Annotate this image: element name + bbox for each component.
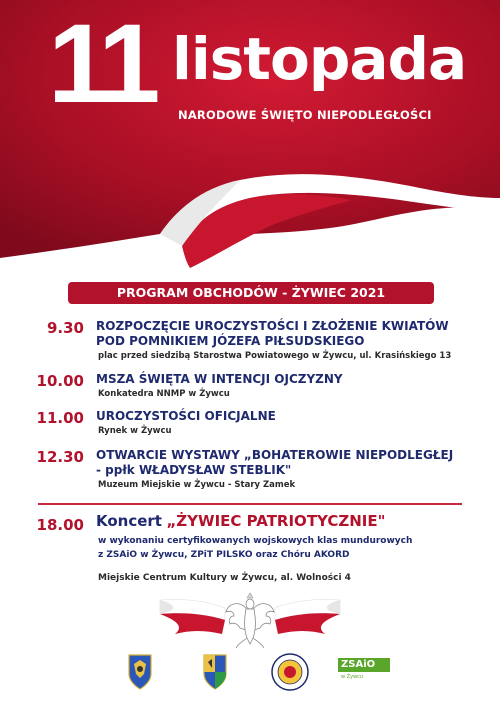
white-eagle-emblem-icon	[226, 593, 274, 648]
concert-heading	[96, 512, 385, 531]
concert-venue: Miejskie Centrum Kultury w Żywcu, al. Wolności 4	[98, 573, 351, 583]
event-time: 12.30	[36, 448, 84, 466]
concert-name: „ŻYWIEC PATRIOTYCZNIE"	[166, 512, 386, 530]
header	[0, 0, 500, 275]
event-place: Muzeum Miejskie w Żywcu - Stary Zamek	[98, 480, 296, 490]
concert-time: 18.00	[36, 516, 84, 534]
event-time: 9.30	[46, 319, 84, 337]
mck-logo-icon	[270, 652, 310, 692]
day-number: 11	[48, 1, 155, 126]
zsaio-logo-icon	[338, 658, 390, 688]
month-name: listopada	[172, 25, 467, 93]
event-title-line1: ROZPOCZĘCIE UROCZYSTOŚCI I ZŁOŻENIE KWIATÓW	[96, 319, 449, 333]
event-place: Rynek w Żywcu	[98, 426, 172, 436]
event-title-line1: OTWARCIE WYSTAWY „BOHATEROWIE NIEPODLEGŁEJ	[96, 448, 454, 462]
program-banner: PROGRAM OBCHODÓW - ŻYWIEC 2021	[68, 282, 434, 304]
concert-label: Koncert	[96, 512, 162, 530]
event-time: 11.00	[36, 409, 84, 427]
event-time: 10.00	[36, 372, 84, 390]
holiday-subtitle: NARODOWE ŚWIĘTO NIEPODLEGŁOŚCI	[178, 108, 432, 122]
event-place: plac przed siedzibą Starostwa Powiatowego w Żywcu, ul. Krasińskiego 13	[98, 351, 452, 361]
bottom-flag-ribbons	[0, 590, 500, 650]
event-title-line1: MSZA ŚWIĘTA W INTENCJI OJCZYZNY	[96, 372, 343, 386]
zsaio-logo-title: ZSAiO	[338, 658, 390, 672]
event-title-line1: UROCZYSTOŚCI OFICJALNE	[96, 409, 276, 423]
event-title-line2: - ppłk WŁADYSŁAW STEBLIK"	[96, 463, 292, 477]
zywiec-coat-of-arms-icon	[128, 654, 152, 690]
concert-description-line1: w wykonaniu certyfikowanych wojskowych klas mundurowych	[98, 536, 413, 546]
zsaio-logo-subtitle: w Żywcu	[341, 674, 364, 680]
concert-description-line2: z ZSAiO w Żywcu, ZPiT PILSKO oraz Chóru AKORD	[98, 550, 350, 560]
event-place: Konkatedra NNMP w Żywcu	[98, 389, 230, 399]
separator-line	[38, 503, 462, 505]
partner-logos	[0, 652, 500, 707]
powiat-coat-of-arms-icon	[203, 654, 227, 690]
event-title-line2: POD POMNIKIEM JÓZEFA PIŁSUDSKIEGO	[96, 334, 365, 348]
